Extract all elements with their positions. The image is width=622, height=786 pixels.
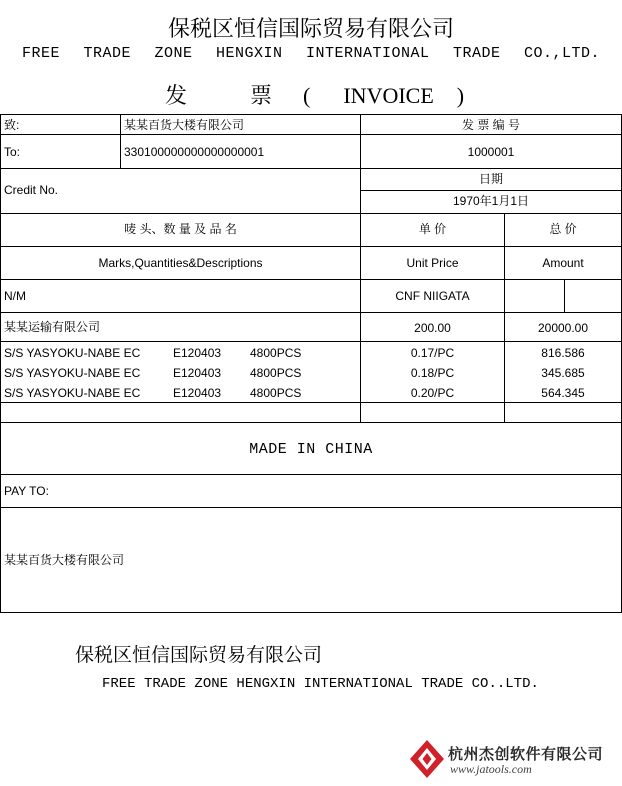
company-name-cn: 保税区恒信国际贸易有限公司	[167, 16, 454, 41]
to-label-en: To:	[4, 145, 21, 159]
item-quantity: 4800PCS	[250, 386, 302, 400]
column-header-desc-en: Marks,Quantities&Descriptions	[98, 256, 263, 270]
invoice-title	[165, 79, 464, 110]
item-code: E120403	[173, 366, 222, 380]
item-unit-price: 0.18/PC	[410, 366, 455, 380]
item-unit-price: 0.20/PC	[410, 386, 455, 400]
marks: N/M	[4, 289, 26, 303]
table-border-bottom	[0, 612, 622, 613]
item-amount: 816.586	[541, 346, 585, 360]
footer-company-en: FREE TRADE ZONE HENGXIN INTERNATIONAL TRADE CO..LTD.	[102, 676, 539, 692]
table-border-top	[0, 114, 622, 115]
pay-to-label: PAY TO:	[4, 484, 49, 498]
column-header-unit-en: Unit Price	[406, 256, 459, 270]
column-header-unit-cn: 单 价	[418, 222, 447, 236]
rule	[0, 507, 622, 508]
column-header-total-en: Amount	[542, 256, 584, 270]
invoice-title-paren-open: (	[303, 83, 311, 108]
made-in-label: MADE IN CHINA	[249, 441, 373, 458]
jatools-logo-icon	[408, 738, 446, 780]
item-code: E120403	[173, 386, 222, 400]
date-label: 日期	[478, 172, 503, 186]
item-amount: 345.685	[541, 366, 585, 380]
item-quantity: 4800PCS	[250, 366, 302, 380]
table-border-left	[0, 114, 1, 613]
logo-url: www.jatools.com	[450, 762, 532, 776]
pay-to-value: 某某百货大楼有限公司	[4, 553, 125, 567]
date-value: 1970年1月1日	[452, 194, 530, 208]
invoice-table	[0, 114, 622, 613]
shipper-amount: 20000.00	[537, 321, 589, 335]
item-unit-price: 0.17/PC	[410, 346, 455, 360]
rule	[0, 422, 622, 423]
jatools-logo	[408, 738, 608, 780]
rule	[0, 168, 622, 169]
rule	[0, 474, 622, 475]
column-header-desc-cn: 唛 头、数 量 及 品 名	[124, 222, 237, 236]
rule	[0, 279, 622, 280]
rule	[564, 279, 565, 313]
to-value-cn: 某某百货大楼有限公司	[124, 118, 245, 132]
item-amount: 564.345	[541, 386, 585, 400]
item-quantity: 4800PCS	[250, 346, 302, 360]
to-value-en: 330100000000000000001	[124, 145, 265, 159]
to-label-cn: 致:	[4, 118, 20, 132]
column-header-total-cn: 总 价	[549, 222, 577, 236]
footer-company-cn: 保税区恒信国际贸易有限公司	[75, 645, 323, 666]
shipper-unit-price: 200.00	[414, 321, 451, 335]
rule	[0, 312, 622, 313]
invoice-title-cn-2: 票	[250, 83, 273, 108]
rule	[360, 190, 622, 191]
item-description: S/S YASYOKU-NABE EC	[4, 346, 141, 360]
item-description: S/S YASYOKU-NABE EC	[4, 366, 141, 380]
item-description: S/S YASYOKU-NABE EC	[4, 386, 141, 400]
shipper-name: 某某运输有限公司	[4, 320, 101, 334]
rule	[0, 213, 622, 214]
rule	[0, 134, 622, 135]
item-code: E120403	[173, 346, 222, 360]
rule	[0, 341, 622, 342]
invoice-number-value: 1000001	[467, 145, 515, 159]
rule	[120, 114, 121, 169]
rule	[0, 402, 622, 403]
rule	[0, 246, 622, 247]
credit-label: Credit No.	[4, 183, 59, 197]
price-term: CNF NIIGATA	[395, 289, 470, 303]
company-name-en: FREE TRADE ZONE HENGXIN INTERNATIONAL TRADE CO.,LTD.	[21, 45, 601, 62]
invoice-number-label: 发 票 编 号	[461, 118, 520, 132]
invoice-title-en: INVOICE	[343, 83, 434, 108]
invoice-title-cn-1: 发	[165, 83, 188, 108]
logo-company-name: 杭州杰创软件有限公司	[448, 746, 604, 763]
invoice-title-paren-close: )	[456, 83, 465, 108]
